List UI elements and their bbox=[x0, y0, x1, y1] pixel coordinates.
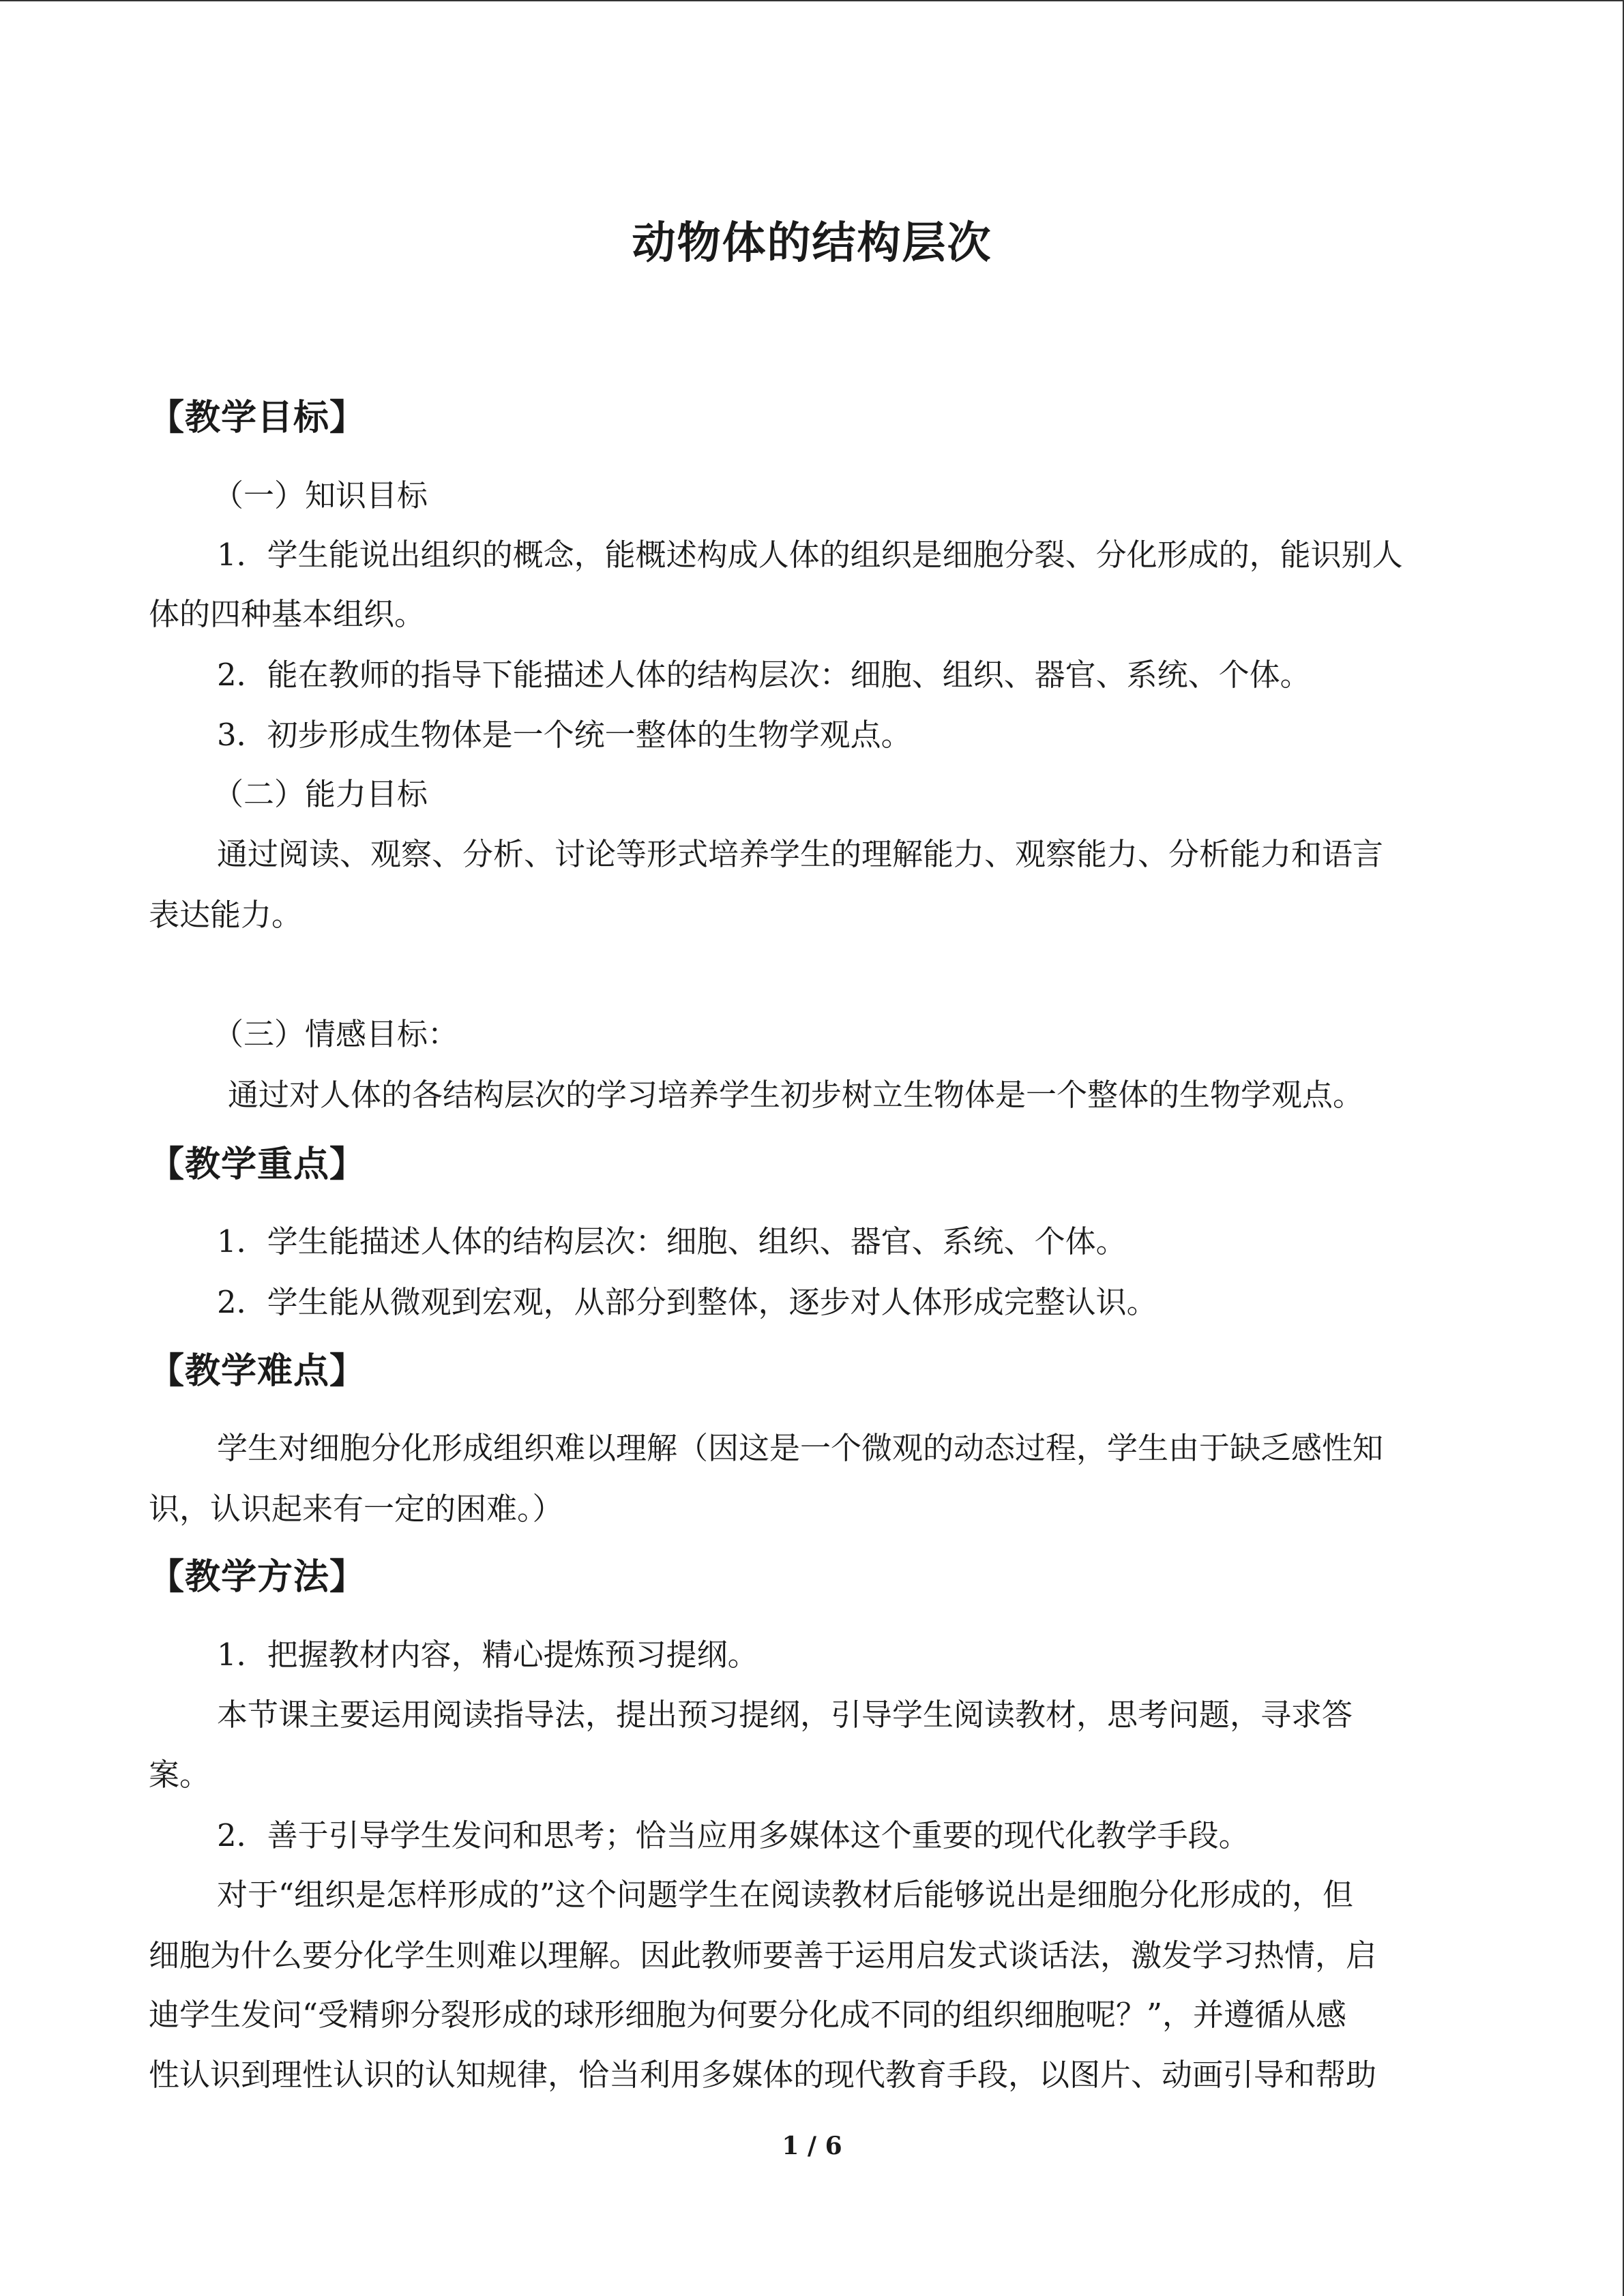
difficulty-text-line-2: 识，认识起来有一定的困难。） bbox=[149, 1491, 563, 1527]
knowledge-item-1-line-2: 体的四种基本组织。 bbox=[149, 596, 426, 632]
difficulty-text-line-1: 学生对细胞分化形成组织难以理解（因这是一个微观的动态过程，学生由于缺乏感性知 bbox=[217, 1430, 1384, 1466]
method-1-desc-line-1: 本节课主要运用阅读指导法，提出预习提纲，引导学生阅读教材，思考问题，寻求答 bbox=[217, 1697, 1353, 1733]
method-1: 1．把握教材内容，精心提炼预习提纲。 bbox=[217, 1637, 758, 1673]
method-2-desc-line-4: 性认识到理性认识的认知规律，恰当利用多媒体的现代教育手段，以图片、动画引导和帮助 bbox=[149, 2057, 1377, 2093]
method-2: 2．善于引导学生发问和思考；恰当应用多媒体这个重要的现代化教学手段。 bbox=[217, 1817, 1250, 1853]
page-number: 1 / 6 bbox=[782, 2132, 842, 2160]
method-2-desc-line-1: 对于“组织是怎样形成的”这个问题学生在阅读教材后能够说出是细胞分化形成的，但 bbox=[217, 1877, 1354, 1913]
emotion-objectives-label: （三）情感目标： bbox=[213, 1016, 459, 1052]
key-point-2: 2．学生能从微观到宏观，从部分到整体，逐步对人体形成完整认识。 bbox=[217, 1284, 1157, 1320]
section-heading-difficulties: 【教学难点】 bbox=[149, 1351, 366, 1392]
knowledge-item-1-line-1: 1．学生能说出组织的概念，能概述构成人体的组织是细胞分裂、分化形成的，能识别人 bbox=[217, 537, 1403, 573]
ability-objectives-label: （二）能力目标 bbox=[213, 776, 428, 812]
method-1-desc-line-2: 案。 bbox=[149, 1757, 211, 1793]
ability-text-line-1: 通过阅读、观察、分析、讨论等形式培养学生的理解能力、观察能力、分析能力和语言 bbox=[217, 836, 1384, 872]
knowledge-item-3: 3．初步形成生物体是一个统一整体的生物学观点。 bbox=[217, 717, 912, 753]
method-2-desc-line-3: 迪学生发问“受精卵分裂形成的球形细胞为何要分化成不同的组织细胞呢？”，并遵循从感 bbox=[149, 1997, 1347, 2033]
knowledge-item-2: 2．能在教师的指导下能描述人体的结构层次：细胞、组织、器官、系统、个体。 bbox=[217, 657, 1311, 693]
section-heading-methods: 【教学方法】 bbox=[149, 1557, 366, 1598]
knowledge-objectives-label: （一）知识目标 bbox=[213, 477, 428, 513]
emotion-text: 通过对人体的各结构层次的学习培养学生初步树立生物体是一个整体的生物学观点。 bbox=[228, 1077, 1364, 1113]
section-heading-objectives: 【教学目标】 bbox=[149, 398, 366, 438]
ability-text-line-2: 表达能力。 bbox=[149, 897, 303, 933]
key-point-1: 1．学生能描述人体的结构层次：细胞、组织、器官、系统、个体。 bbox=[217, 1223, 1127, 1259]
section-heading-key-points: 【教学重点】 bbox=[149, 1144, 366, 1185]
document-title: 动物体的结构层次 bbox=[632, 218, 992, 269]
method-2-desc-line-2: 细胞为什么要分化学生则难以理解。因此教师要善于运用启发式谈话法，激发学习热情，启 bbox=[149, 1937, 1377, 1973]
